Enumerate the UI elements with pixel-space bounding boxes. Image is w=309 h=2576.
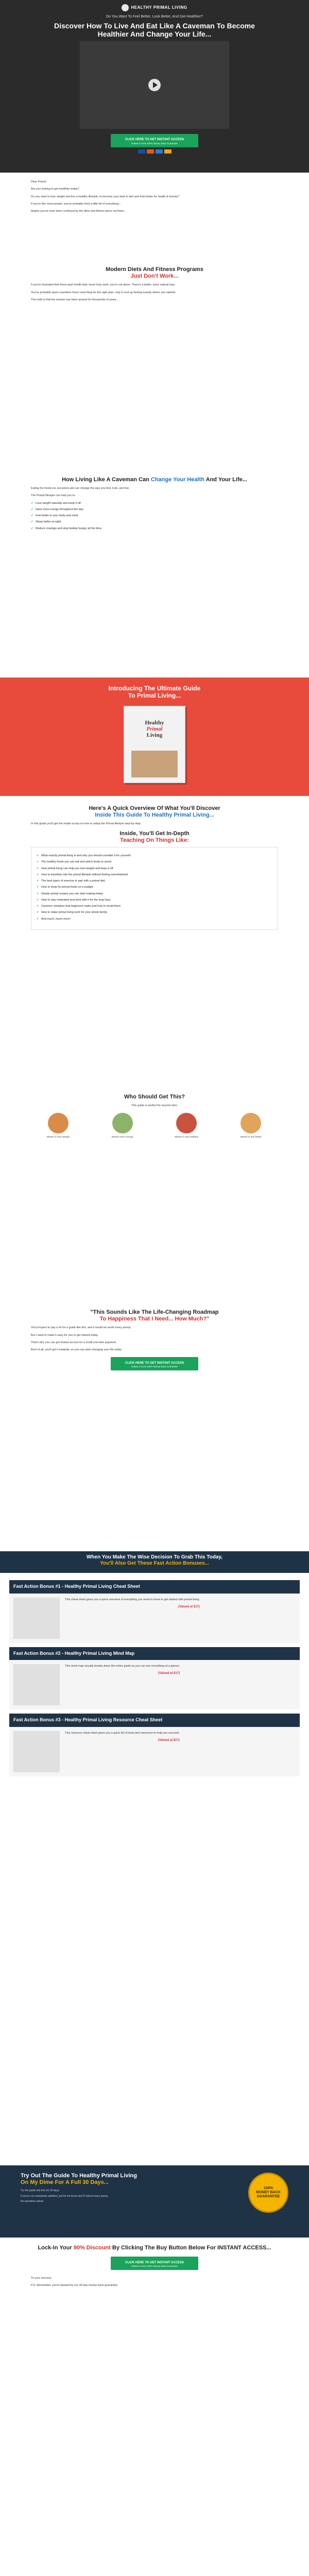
bonus-text <box>65 1731 180 1772</box>
brand-name: HEALTHY PRIMAL LIVING <box>131 5 187 10</box>
lock-in-cta-button[interactable] <box>111 2257 198 2270</box>
cta-label: CLICK HERE TO GET INSTANT ACCESS <box>125 138 184 142</box>
fads-section <box>0 266 309 472</box>
list-item: ✔ What exactly primal living is and why you should consider it for yourself. <box>37 854 272 858</box>
hero-section <box>0 0 309 173</box>
who-item <box>95 1113 150 1139</box>
bonus-cover-image <box>13 1731 60 1772</box>
who-item <box>224 1113 278 1139</box>
ebook-title-c: Living <box>146 732 163 738</box>
pricing-section <box>0 1309 309 1551</box>
letter-paragraph: Maybe you've even been confused by the diets and fitness plans out there... <box>31 210 127 213</box>
pricing-paragraph: Best of all, you'll get it instantly, so you can start changing your life today. <box>31 1348 122 1352</box>
hero-headline: Discover How To Live And Eat Like A Caveman To Become Healthier And Change Your Life... <box>54 21 255 38</box>
bonus-card <box>9 1647 300 1710</box>
bonuses-section <box>0 1573 309 2165</box>
list-item: ✔ How to stay motivated and stick with it for the long haul. <box>37 898 272 902</box>
cta-sublabel: Instant Access 100% Money Back Guarantee <box>131 142 178 145</box>
bonus-value: (Valued at $17) <box>158 1738 180 1742</box>
money-back-seal-icon <box>248 2173 288 2213</box>
cta-sublabel: Instant Access 100% Money Back Guarantee <box>131 1365 178 1368</box>
who-image <box>112 1113 133 1133</box>
lock-in-headline-b: 90% Discount <box>73 2245 111 2251</box>
who-item-label: Wants to eat healthier <box>175 1136 199 1139</box>
list-item: ✔ How to make primal living work for your whole family. <box>37 910 272 914</box>
who-headline: Who Should Get This? <box>124 1094 185 1100</box>
inside-headline-b: Teaching On Things Like: <box>120 837 189 843</box>
guarantee-headline-a: Try Out The Guide To Healthy Primal Living <box>21 2173 137 2179</box>
fads-paragraph: The truth is that the answer has been around for thousands of years... <box>31 298 118 301</box>
pricing-paragraph: You'd expect to pay a lot for a guide like this, and it would be worth every penny. <box>31 1326 131 1330</box>
pricing-cta-button[interactable] <box>111 1357 198 1370</box>
bonus-description: This cheat sheet gives you a quick overview of everything you need to know to get started with primal living. <box>65 1598 200 1601</box>
caveman-benefits-list <box>31 501 278 531</box>
list-item: ✔ The healthy foods you can eat and which foods to avoid. <box>37 860 272 864</box>
seal-line: GUARANTEE <box>256 2194 280 2198</box>
ps-paragraph: P.S. Remember, you're backed by our 30-day money back guarantee. <box>31 2284 118 2287</box>
bonus-value: (Valued at $17) <box>178 1605 200 1608</box>
list-item: ✔ Common mistakes that beginners make and how to avoid them. <box>37 904 272 908</box>
fads-headline-a: Modern Diets And Fitness Programs <box>106 266 203 273</box>
bonus-body <box>9 1594 300 1643</box>
letter-paragraph: If you're like most people, you've probably tried a little bit of everything... <box>31 202 122 206</box>
list-item: ✔ How to transition into the primal lifestyle without feeling overwhelmed. <box>37 873 272 877</box>
bonus-text <box>65 1664 180 1705</box>
who-subheadline: This guide is perfect for anyone who: <box>131 1104 178 1108</box>
caveman-section <box>0 477 309 677</box>
bonus-title: Fast Action Bonus #2 - Healthy Primal Living Mind Map <box>9 1647 300 1660</box>
who-row <box>31 1113 278 1139</box>
guarantee-paragraph: Try the guide risk-free for 30 days. <box>21 2189 60 2193</box>
pricing-headline-b: To Happiness That I Need... How Much?" <box>99 1316 210 1323</box>
caveman-headline <box>31 477 278 483</box>
inside-section <box>0 796 309 1090</box>
logo-mark-icon <box>122 4 129 11</box>
caveman-headline-c: And Your Life... <box>205 477 247 483</box>
list-item: ✔ Sleep better at night. <box>31 520 278 524</box>
seal-line: 100% <box>264 2187 273 2191</box>
bonus-title: Fast Action Bonus #3 - Healthy Primal Living Resource Cheat Sheet <box>9 1714 300 1727</box>
lock-in-headline-a: Lock-In Your <box>38 2245 72 2251</box>
fads-paragraph: If you're frustrated that these past health fads never truly work, you're not alone. There's a better, more natural way. <box>31 283 175 287</box>
bonus-text <box>65 1598 200 1639</box>
bonus-cover-image <box>13 1664 60 1705</box>
introducing-headline-a: Introducing The Ultimate Guide <box>108 685 201 692</box>
letter-paragraph: Do you want to lose weight and live a healthy lifestyle, to become your best to feel and look better for health & beauty? <box>31 195 180 198</box>
fads-headline-b: Just Don't Work... <box>130 273 179 280</box>
bonus-card <box>9 1580 300 1643</box>
guarantee-text <box>21 2173 238 2230</box>
payment-icons <box>10 149 299 154</box>
inside-headline <box>31 831 278 844</box>
caveman-headline-a: How Living Like A Caveman Can <box>62 477 149 483</box>
ebook-cover-image <box>131 751 178 777</box>
cta-sublabel: Instant Access 100% Money Back Guarantee <box>131 2265 178 2268</box>
amex-icon <box>156 149 163 154</box>
ebook-title-a: Healthy <box>145 719 164 726</box>
fast-action-banner <box>0 1551 309 1573</box>
who-item <box>31 1113 85 1139</box>
inside-headline-a: Inside, You'll Get In-Depth <box>119 830 190 837</box>
introducing-headline <box>0 685 309 700</box>
bonus-cover-image <box>13 1598 60 1639</box>
bonus-title: Fast Action Bonus #1 - Healthy Primal Living Cheat Sheet <box>9 1580 300 1594</box>
bonus-value: (Valued at $17) <box>158 1672 180 1675</box>
guarantee-headline <box>21 2173 238 2186</box>
guarantee-section <box>0 2165 309 2238</box>
bonus-description: This resource cheat sheet gives you a quick list of tools and resources to help you succeed. <box>65 1731 180 1735</box>
inside-box <box>31 847 278 930</box>
fast-action-headline-a: When You Make The Wise Decision To Grab This Today, <box>86 1554 223 1560</box>
caveman-headline-b: Change Your Health <box>150 477 204 483</box>
lock-in-section <box>0 2245 309 2576</box>
who-section <box>0 1094 309 1305</box>
overview-headline-a: Here's A Quick Overview Of What You'll Discover <box>89 805 220 811</box>
list-item: ✔ And much, much more! <box>37 917 272 921</box>
introducing-headline-b: To Primal Living... <box>128 692 181 700</box>
who-item-label: Wants more energy <box>111 1136 133 1139</box>
fads-paragraph: You've probably spent countless hours searching for the right plan, only to end up feeling exactly where you started. <box>31 291 176 294</box>
guarantee-headline-b: On My Dime For A Full 30 Days... <box>21 2179 109 2186</box>
pricing-paragraph: That's why you can get instant access for a small one-time payment. <box>31 1341 117 1344</box>
overview-headline <box>31 805 278 819</box>
pricing-headline <box>31 1309 278 1323</box>
overview-paragraph: In this guide you'll get the inside scoop on how to adopt the Primal lifestyle step-by-step. <box>31 822 142 826</box>
who-image <box>241 1113 261 1133</box>
who-item-label: Wants to feel better <box>240 1136 262 1139</box>
bonus-card <box>9 1714 300 1776</box>
inside-list <box>37 854 272 921</box>
visa-icon <box>138 149 145 154</box>
list-item: ✔ The best types of exercise to pair with a primal diet. <box>37 879 272 883</box>
sales-video[interactable] <box>80 41 229 129</box>
brand-logo <box>10 3 299 12</box>
pricing-headline-a: "This Sounds Like The Life-Changing Roadmap <box>90 1309 219 1315</box>
letter-paragraph: Are you looking to get healthier today? <box>31 188 79 191</box>
pricing-paragraph: But I want to make it easy for you to get started today. <box>31 1333 99 1337</box>
guarantee-paragraph: If you're not completely satisfied, just let me know and I'll refund every penny. <box>21 2194 109 2198</box>
guarantee-paragraph: No questions asked. <box>21 2200 44 2204</box>
introducing-band <box>0 677 309 796</box>
list-item: ✔ Feel better in your body and mind. <box>31 514 278 518</box>
mastercard-icon <box>147 149 154 154</box>
list-item: ✔ Lose weight naturally and keep it off. <box>31 501 278 505</box>
signoff <box>0 2276 309 2288</box>
list-item: ✔ How to shop for primal foods on a budget. <box>37 885 272 889</box>
list-item: ✔ Reduce cravings and stop feeling hungry all the time. <box>31 527 278 531</box>
ebook-title <box>124 720 185 738</box>
bonus-description: This mind map visually breaks down the entire guide so you can see everything at a glance. <box>65 1665 180 1668</box>
cta-label: CLICK HERE TO GET INSTANT ACCESS <box>125 1362 184 1365</box>
seal-line: MONEY BACK <box>256 2191 281 2195</box>
list-item: ✔ Simple primal recipes you can start making today. <box>37 892 272 896</box>
fast-action-headline-b: You'll Also Get These Fast Action Bonuses... <box>100 1561 209 1566</box>
bonus-body <box>9 1727 300 1776</box>
signoff-paragraph: To your success, <box>31 2277 52 2280</box>
lock-in-headline <box>31 2245 278 2251</box>
who-image <box>48 1113 68 1133</box>
greeting: Dear Friend, <box>31 180 47 183</box>
who-image <box>176 1113 197 1133</box>
play-icon[interactable] <box>148 79 161 91</box>
lock-in-headline-c: By Clicking The Buy Button Below For INSTANT ACCESS... <box>112 2245 271 2251</box>
who-item-label: Wants to lose weight <box>46 1136 70 1139</box>
caveman-paragraph: Eating the foods our ancestors ate can change the way you feel, look, and live. <box>31 487 130 490</box>
overview-headline-b: Inside This Guide To Healthy Primal Living... <box>95 812 214 819</box>
who-item <box>160 1113 214 1139</box>
ebook-title-b: Primal <box>146 725 163 732</box>
cta-label: CLICK HERE TO GET INSTANT ACCESS <box>125 2261 184 2264</box>
hero-pre-headline: Do You Want To Feel Better, Look Better, And Get Healthier? <box>106 15 203 19</box>
discover-icon <box>164 149 171 154</box>
product-ebook-cover <box>124 706 185 783</box>
bonus-body <box>9 1660 300 1709</box>
list-item: ✔ How primal living can help you lose weight and keep it off. <box>37 867 272 871</box>
letter-section <box>0 180 309 262</box>
caveman-list-intro: The Primal lifestyle can help you to: <box>31 494 76 498</box>
list-item: ✔ Have more energy throughout the day. <box>31 507 278 512</box>
fads-headline <box>31 266 278 280</box>
hero-cta-button[interactable] <box>111 134 198 147</box>
